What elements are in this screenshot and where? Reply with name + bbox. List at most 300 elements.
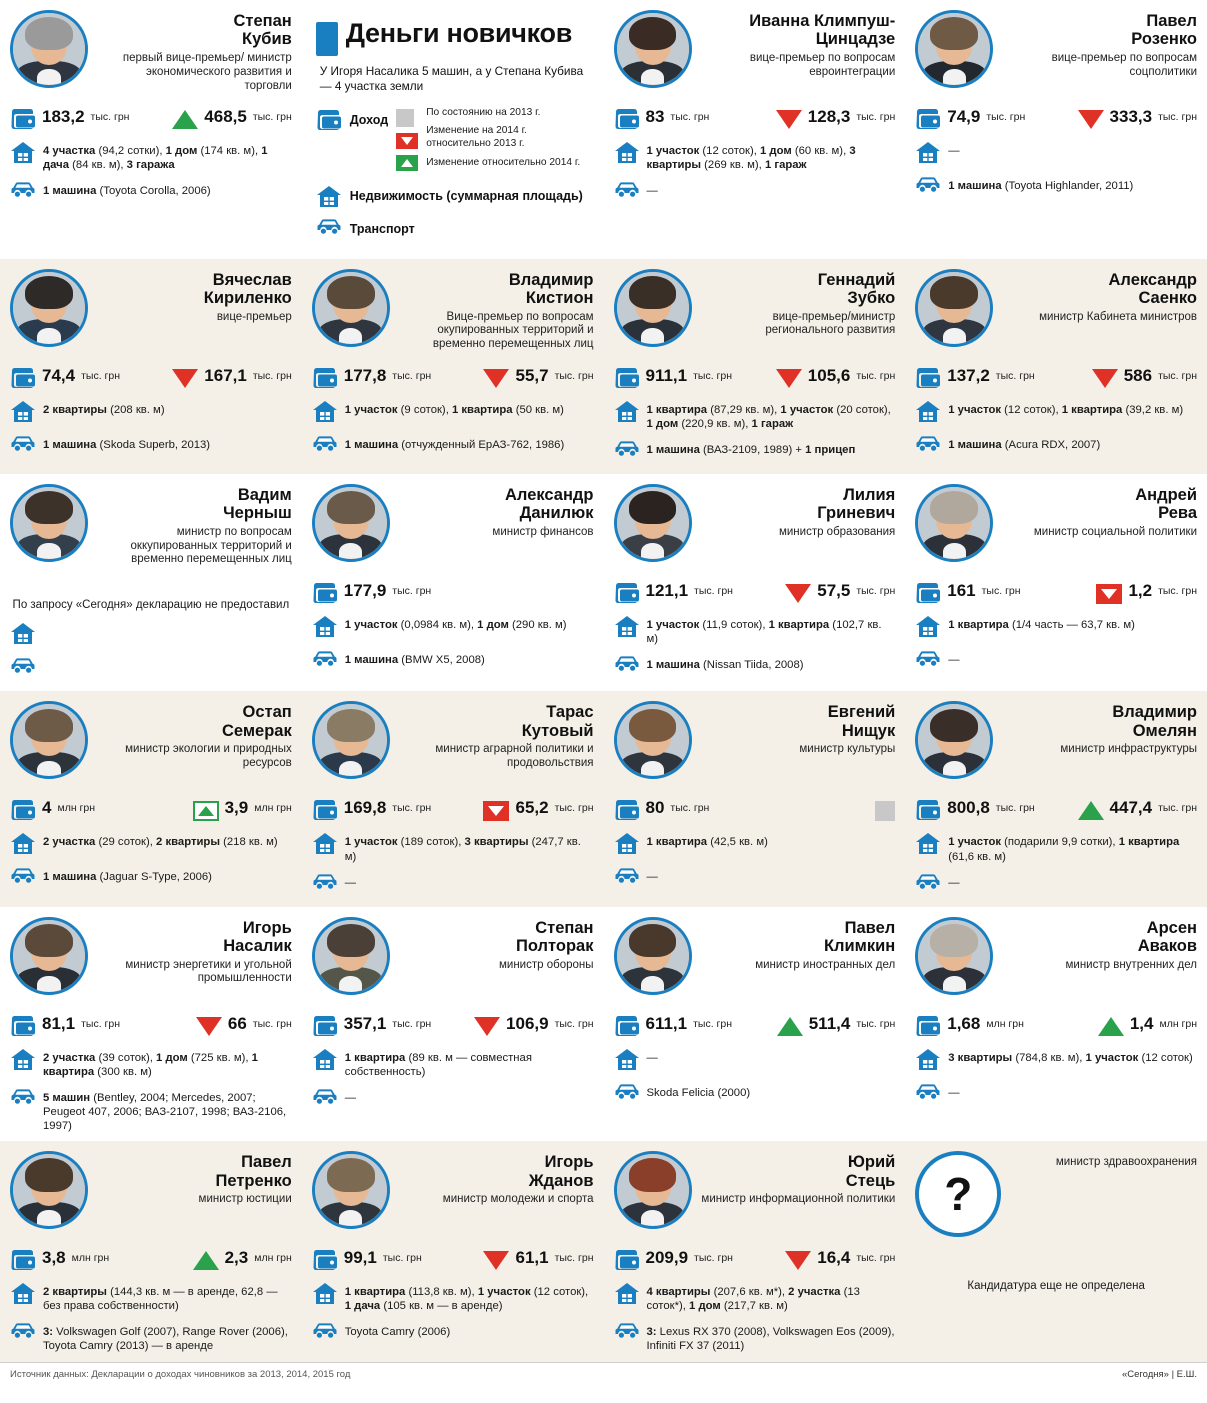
car-icon	[915, 873, 941, 897]
income-change-unit: тыс. грн	[554, 1017, 594, 1030]
minister-name: Арсен Аваков	[1137, 918, 1197, 956]
transport-row	[915, 435, 1197, 461]
wallet-icon	[915, 367, 941, 391]
income-value: 74,9	[947, 107, 981, 126]
car-icon	[316, 218, 342, 242]
minister-card	[10, 269, 292, 461]
income-change-value: 65,2	[515, 798, 549, 818]
income-row	[915, 108, 1197, 132]
grid-cell	[604, 691, 906, 906]
avatar	[10, 917, 88, 995]
wallet-icon	[614, 799, 640, 823]
minister-card	[614, 917, 896, 1109]
income-value: 183,2	[42, 107, 85, 126]
minister-name: Вячеслав Кириленко	[203, 270, 292, 308]
minister-header	[312, 701, 594, 789]
minister-title: министр внутренних дел	[1065, 958, 1197, 971]
car-icon	[614, 1083, 640, 1107]
minister-title: вице-премьер по вопросам евроинтеграции	[749, 51, 896, 78]
property-row	[10, 400, 292, 426]
income-change-value: 3,9	[224, 798, 249, 818]
property-text: 4 квартиры (207,6 кв. м*), 2 участка (13 соток*), 1 дом (217,7 кв. м)	[646, 1286, 860, 1313]
footer-credit: «Сегодня» | Е.Ш.	[1121, 1368, 1197, 1380]
income-change-unit: тыс. грн	[856, 369, 896, 382]
income-value: 80	[645, 798, 665, 818]
house-icon	[915, 832, 941, 856]
income-unit: тыс. грн	[693, 1017, 733, 1030]
wallet-icon	[312, 582, 338, 606]
change-triangle-down-icon	[785, 1251, 811, 1270]
property-row	[10, 1048, 292, 1079]
car-icon	[915, 1083, 941, 1107]
transport-text: 1 машина (Skoda Superb, 2013)	[43, 438, 211, 451]
transport-row	[312, 1088, 594, 1114]
change-triangle-down-icon	[776, 369, 802, 388]
transport-text: —	[948, 653, 960, 666]
transport-row	[614, 1322, 896, 1353]
wallet-icon	[614, 367, 640, 391]
transport-row	[614, 181, 896, 207]
minister-header	[614, 10, 896, 98]
transport-row	[10, 657, 292, 683]
avatar	[915, 701, 993, 779]
page-title: Деньги новичков	[345, 18, 573, 48]
income-row	[312, 1249, 594, 1273]
income-change-value: 57,5	[817, 580, 851, 600]
grid-cell	[0, 259, 302, 474]
car-icon	[10, 435, 36, 459]
income-value: 4	[42, 798, 52, 818]
income-row	[915, 799, 1197, 823]
wallet-icon	[614, 1249, 640, 1273]
transport-row	[312, 1322, 594, 1348]
income-row	[614, 108, 896, 132]
grid-cell	[604, 907, 906, 1142]
property-text: 4 участка (94,2 сотки), 1 дом (174 кв. м), 1 дача (84 кв. м), 3 гаража	[43, 145, 268, 172]
minister-title: первый вице-премьер/ министр экономического развития и торговли	[122, 51, 292, 92]
house-icon	[614, 141, 640, 165]
minister-name: Степан Кубив	[233, 12, 292, 49]
income-value: 911,1	[645, 365, 688, 385]
income-value: 1,68	[947, 1013, 981, 1033]
income-row	[312, 799, 594, 823]
minister-title: министр здравоохранения	[1055, 1156, 1197, 1169]
income-change-unit: тыс. грн	[554, 369, 594, 382]
wallet-icon	[614, 582, 640, 606]
income-value: 161	[947, 580, 976, 600]
income-unit: млн грн	[986, 1017, 1024, 1030]
avatar	[312, 701, 390, 779]
minister-header	[915, 917, 1197, 1005]
minister-title: министр энергетики и угольной промышленности	[125, 958, 292, 985]
grid-cell	[302, 259, 604, 474]
minister-title: вице-премьер	[216, 310, 292, 323]
minister-card	[915, 701, 1197, 898]
avatar	[915, 917, 993, 995]
minister-card	[614, 701, 896, 893]
change-triangle-up-icon	[1098, 1017, 1124, 1036]
transport-text: 1 машина (Nissan Tiida, 2008)	[646, 659, 804, 672]
vacancy-note: Кандидатура еще не определена	[967, 1280, 1145, 1293]
footer-source: Источник данных: Декларации о доходах чиновников за 2013, 2014, 2015 год	[10, 1368, 351, 1380]
transport-text: —	[948, 876, 960, 889]
property-row	[312, 1048, 594, 1079]
change-triangle-down-icon	[172, 369, 198, 388]
transport-text: 1 машина (Acura RDX, 2007)	[948, 438, 1101, 451]
house-icon	[312, 832, 338, 856]
income-change-unit: млн грн	[1159, 1017, 1197, 1030]
car-icon	[915, 435, 941, 459]
house-icon	[10, 622, 36, 646]
transport-row	[10, 181, 292, 207]
income-unit: тыс. грн	[995, 802, 1035, 815]
minister-card	[915, 484, 1197, 676]
change-triangle-down-icon	[474, 1017, 500, 1036]
transport-row	[614, 867, 896, 893]
transport-text: 3: Volkswagen Golf (2007), Range Rover (2006), Toyota Camry (2013) — в аренде	[43, 1326, 288, 1353]
income-unit: тыс. грн	[694, 1252, 733, 1265]
income-row	[312, 1015, 594, 1039]
property-row	[614, 1282, 896, 1313]
property-text: —	[948, 145, 960, 157]
car-icon	[915, 176, 941, 200]
income-unit: тыс. грн	[81, 1017, 121, 1030]
grid-cell	[0, 907, 302, 1142]
legend-note-2: Изменение относительно 2014 г.	[426, 156, 581, 168]
transport-text: Skoda Felicia (2000)	[646, 1086, 751, 1099]
property-text: 1 квартира (87,29 кв. м), 1 участок (20 соток), 1 дом (220,9 кв. м), 1 гараж	[646, 403, 891, 430]
property-text: 2 квартиры (208 кв. м)	[43, 403, 165, 416]
avatar	[915, 484, 993, 562]
house-icon	[614, 1282, 640, 1306]
transport-text: 5 машин (Bentley, 2004; Mercedes, 2007; Peugeot 407, 2006; ВАЗ-2107, 1998; ВАЗ-2106, 1997)	[43, 1091, 287, 1133]
minister-card	[614, 10, 896, 207]
minister-header	[915, 269, 1197, 357]
income-unit: тыс. грн	[90, 111, 130, 123]
grid-cell	[302, 691, 604, 906]
minister-card	[312, 701, 594, 898]
title-bar-icon	[316, 22, 338, 56]
change-triangle-up-icon	[777, 1017, 803, 1036]
house-icon	[915, 141, 941, 165]
transport-text: 1 машина (отчужденный ЕрАЗ-762, 1986)	[344, 438, 565, 451]
minister-header	[614, 1151, 896, 1239]
property-text: 1 квартира (1/4 часть — 63,7 кв. м)	[948, 618, 1135, 631]
income-value: 121,1	[645, 580, 689, 600]
income-change-value: 468,5	[204, 107, 247, 126]
property-text: —	[646, 1051, 658, 1064]
minister-card	[10, 1151, 292, 1353]
property-text: 2 участка (39 соток), 1 дом (725 кв. м), 1 квартира (300 кв. м)	[43, 1051, 258, 1078]
income-unit: тыс. грн	[392, 802, 432, 815]
income-change-value: 16,4	[817, 1248, 851, 1268]
minister-card	[312, 1151, 594, 1348]
minister-title: министр образования	[778, 525, 896, 538]
income-row	[614, 367, 896, 391]
minister-card	[614, 1151, 896, 1353]
avatar	[10, 701, 88, 779]
house-icon	[312, 400, 338, 424]
income-change-unit: тыс. грн	[252, 1017, 292, 1030]
income-row	[10, 367, 292, 391]
minister-header	[614, 701, 896, 789]
transport-row	[10, 1322, 292, 1353]
transport-row	[10, 435, 292, 461]
car-icon	[10, 181, 36, 205]
income-value: 99,1	[343, 1248, 377, 1268]
income-change-value: 586	[1123, 365, 1153, 385]
transport-row	[915, 176, 1197, 202]
income-row	[614, 799, 896, 823]
minister-header	[915, 484, 1197, 572]
change-triangle-down-icon	[1078, 110, 1104, 129]
minister-title: министр Кабинета министров	[1039, 310, 1197, 323]
change-triangle-down-icon	[196, 1017, 222, 1036]
wallet-icon	[316, 109, 342, 133]
income-value: 800,8	[947, 798, 990, 818]
income-row	[10, 1015, 292, 1039]
income-change-unit: тыс. грн	[856, 584, 896, 597]
legend-green-box-icon	[396, 155, 418, 171]
house-icon	[10, 1282, 36, 1306]
transport-row	[10, 867, 292, 893]
income-row	[10, 108, 292, 132]
minister-name: Вадим Черныш	[223, 485, 292, 523]
minister-name: Игорь Насалик	[223, 918, 292, 956]
income-unit: тыс. грн	[392, 584, 432, 597]
income-row	[312, 582, 594, 606]
income-change-value: 66	[227, 1013, 247, 1033]
income-unit: тыс. грн	[694, 584, 733, 597]
change-box-up-icon	[193, 801, 219, 821]
house-icon	[312, 1048, 338, 1072]
grid-cell	[905, 259, 1207, 474]
wallet-icon	[10, 1015, 36, 1039]
minister-card	[915, 917, 1197, 1109]
minister-title: вице-премьер/министр регионального развития	[765, 310, 896, 337]
minister-title: министр по вопросам оккупированных территорий и временно перемещенных лиц	[130, 525, 292, 566]
income-value: 81,1	[42, 1013, 76, 1033]
income-change-unit: млн грн	[254, 1252, 292, 1265]
house-icon	[915, 1048, 941, 1072]
minister-title: вице-премьер по вопросам соцполитики	[1051, 51, 1197, 78]
car-icon	[312, 1322, 338, 1346]
transport-row	[312, 873, 594, 899]
grid-cell	[905, 474, 1207, 692]
property-text: 2 квартиры (144,3 кв. м — в аренде, 62,8 — без права собственности)	[43, 1286, 278, 1313]
income-unit: тыс. грн	[81, 369, 121, 382]
title-block	[312, 10, 594, 242]
income-row	[614, 582, 896, 606]
avatar	[614, 10, 692, 88]
minister-name: Александр Саенко	[1108, 270, 1197, 308]
property-text: 1 участок (9 соток), 1 квартира (50 кв. м)	[344, 403, 564, 416]
transport-text: 3: Lexus RX 370 (2008), Volkswagen Eos (2009), Infiniti FX 37 (2011)	[646, 1326, 895, 1353]
transport-text: —	[948, 1086, 960, 1099]
wallet-icon	[312, 799, 338, 823]
minister-name: Владимир Омелян	[1112, 703, 1197, 740]
property-text: 1 квартира (89 кв. м — совместная собственность)	[344, 1051, 532, 1078]
transport-text: 1 машина (ВАЗ-2109, 1989) + 1 прицеп	[646, 443, 856, 456]
change-triangle-down-icon	[776, 110, 802, 129]
footer	[0, 1362, 1207, 1386]
avatar	[614, 1151, 692, 1229]
avatar	[915, 269, 993, 347]
transport-row	[10, 1088, 292, 1133]
grid-cell	[905, 907, 1207, 1142]
car-icon	[10, 1088, 36, 1112]
house-icon	[10, 141, 36, 165]
minister-card	[312, 917, 594, 1114]
grid-cell	[604, 0, 906, 259]
minister-name: Андрей Рева	[1135, 485, 1197, 523]
minister-header	[614, 484, 896, 572]
income-change-value: 447,4	[1109, 798, 1153, 818]
property-row	[915, 141, 1197, 167]
property-text	[43, 622, 292, 625]
wallet-icon	[915, 582, 941, 606]
minister-card	[10, 701, 292, 893]
grid-cell	[302, 1141, 604, 1361]
income-unit: тыс. грн	[995, 369, 1035, 382]
income-change-unit: млн грн	[254, 802, 292, 815]
car-icon	[10, 1322, 36, 1346]
income-value: 74,4	[42, 365, 76, 385]
property-text: 1 квартира (113,8 кв. м), 1 участок (12 соток), 1 дача (105 кв. м — в аренде)	[344, 1286, 589, 1313]
legend-transport	[316, 218, 584, 242]
transport-row	[312, 650, 594, 676]
property-text: 1 участок (189 соток), 3 квартиры (247,7 кв. м)	[344, 836, 581, 863]
income-change-value: 167,1	[204, 365, 247, 385]
change-box-down-icon	[1096, 584, 1122, 604]
minister-title: министр инфраструктуры	[1060, 743, 1197, 756]
house-icon	[10, 832, 36, 856]
house-icon	[312, 615, 338, 639]
income-change-unit: тыс. грн	[1158, 584, 1197, 597]
minister-name: Юрий Стець	[845, 1153, 896, 1190]
legend-note-0: По состоянию на 2013 г.	[426, 106, 541, 118]
house-icon	[312, 1282, 338, 1306]
legend	[316, 106, 584, 242]
minister-header	[10, 484, 292, 572]
property-row	[614, 1048, 896, 1074]
transport-text: —	[344, 1091, 357, 1104]
minister-name: Павел Розенко	[1131, 12, 1197, 49]
car-icon	[312, 435, 338, 459]
house-icon	[10, 400, 36, 424]
income-change-unit: тыс. грн	[856, 111, 896, 123]
wallet-icon	[614, 108, 640, 132]
property-row	[614, 832, 896, 858]
income-unit: млн грн	[57, 802, 95, 815]
grid-cell	[604, 259, 906, 474]
minister-card-unknown	[915, 1151, 1197, 1295]
avatar	[312, 269, 390, 347]
transport-row	[312, 435, 594, 461]
house-icon	[316, 185, 342, 209]
property-row	[10, 622, 292, 648]
grid-cell	[0, 474, 302, 692]
house-icon	[915, 615, 941, 639]
house-icon	[915, 400, 941, 424]
minister-header	[312, 484, 594, 572]
income-change-unit: тыс. грн	[1158, 802, 1197, 815]
minister-header	[312, 917, 594, 1005]
minister-title: министр финансов	[492, 525, 594, 538]
wallet-icon	[312, 1249, 338, 1273]
income-row	[915, 367, 1197, 391]
property-row	[312, 615, 594, 641]
minister-name: Тарас Кутовый	[521, 703, 594, 740]
page-subtitle: У Игоря Насалика 5 машин, а у Степана Кубива — 4 участка земли	[319, 64, 584, 94]
transport-text: —	[646, 871, 658, 884]
house-icon	[614, 400, 640, 424]
minister-header	[10, 1151, 292, 1239]
property-row	[614, 141, 896, 172]
minister-row	[0, 907, 1207, 1142]
income-change-value: 333,3	[1109, 107, 1153, 126]
transport-row	[915, 650, 1197, 676]
income-row	[614, 1015, 896, 1039]
transport-row	[915, 1083, 1197, 1109]
income-row	[10, 799, 292, 823]
minister-name: Александр Данилюк	[505, 485, 594, 523]
grid-cell	[905, 691, 1207, 906]
avatar	[10, 269, 88, 347]
grid-cell	[302, 0, 604, 259]
avatar	[614, 484, 692, 562]
minister-name: Иванна Климпуш-Цинцадзе	[749, 12, 896, 49]
change-triangle-down-icon	[483, 369, 509, 388]
grid-cell	[905, 0, 1207, 259]
property-text: 3 квартиры (784,8 кв. м), 1 участок (12 соток)	[948, 1051, 1193, 1064]
change-triangle-down-icon	[785, 584, 811, 603]
income-value: 611,1	[645, 1013, 688, 1033]
transport-row	[614, 1083, 896, 1109]
grid-cell	[302, 907, 604, 1142]
transport-row	[614, 440, 896, 466]
transport-row	[614, 655, 896, 681]
wallet-icon	[915, 108, 941, 132]
property-text: 1 участок (11,9 соток), 1 квартира (102,7 кв. м)	[646, 618, 882, 645]
transport-text: Toyota Camry (2006)	[344, 1326, 451, 1339]
car-icon	[915, 650, 941, 674]
avatar	[10, 1151, 88, 1229]
wallet-icon	[10, 367, 36, 391]
minister-title: министр культуры	[799, 743, 896, 756]
minister-header	[10, 917, 292, 1005]
income-value: 177,9	[343, 580, 387, 600]
income-change-value: 106,9	[506, 1013, 549, 1033]
grid-cell	[0, 691, 302, 906]
wallet-icon	[312, 367, 338, 391]
minister-card	[312, 484, 594, 676]
income-unit: тыс. грн	[382, 1252, 422, 1265]
income-unit: тыс. грн	[986, 111, 1026, 123]
change-triangle-up-icon	[193, 1251, 219, 1270]
minister-name: Степан Полторак	[516, 918, 594, 956]
minister-card	[10, 484, 292, 684]
income-change-value: 511,4	[808, 1013, 851, 1033]
avatar	[10, 10, 88, 88]
minister-header	[10, 269, 292, 357]
minister-card	[915, 269, 1197, 461]
income-change-value: 61,1	[515, 1248, 549, 1268]
income-value: 137,2	[947, 365, 990, 385]
avatar	[10, 484, 88, 562]
income-change-unit: тыс. грн	[856, 1252, 896, 1265]
avatar	[614, 917, 692, 995]
